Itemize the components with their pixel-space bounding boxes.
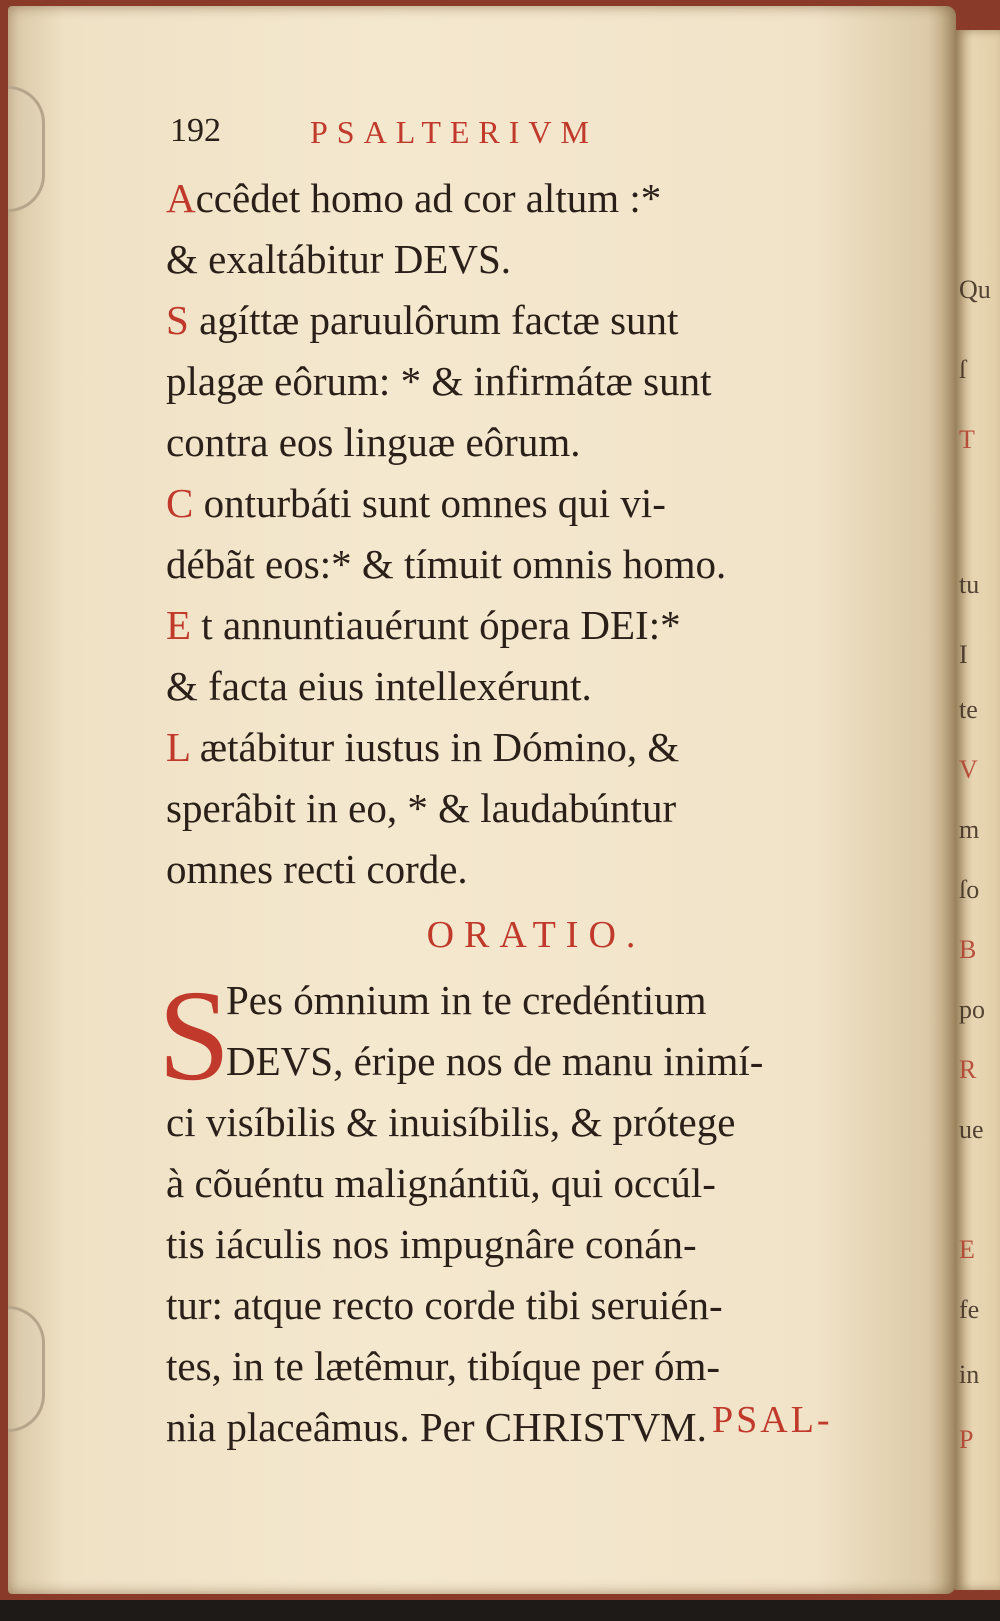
verse-line: plagæ eôrum: * & infirmátæ sunt [166, 358, 712, 404]
verse-text: t annuntiauérunt ópera DEI:* [201, 602, 681, 648]
verse-line: sperâbit in eo, * & laudabúntur [166, 785, 677, 831]
facing-fragment: V [959, 755, 978, 784]
facing-fragment: Qu [959, 275, 991, 304]
catchword: PSAL- [712, 1399, 833, 1441]
verse-line [166, 168, 866, 229]
oratio-line: tes, in te lætêmur, tibíque per óm- [166, 1343, 721, 1389]
facing-fragment: m [959, 815, 980, 844]
oratio-line: Pes ómnium in te credéntium [226, 977, 707, 1023]
page-clasp-bottom [8, 1306, 45, 1432]
oratio-line: à cõuéntu malignántiũ, qui occúl- [166, 1160, 716, 1206]
verse-text: ætábitur iustus in Dómino, & [199, 724, 680, 770]
bottom-edge [0, 1600, 1000, 1621]
verse-text: onturbáti sunt omnes qui vi- [203, 480, 666, 526]
verse-line [166, 290, 866, 351]
verse-line: & exaltábitur DEVS. [166, 236, 512, 282]
running-title: PSALTERIVM [310, 114, 598, 150]
verse-text: agíttæ paruulôrum factæ sunt [199, 297, 679, 343]
page-clasp-top [8, 86, 45, 212]
verse-line: contra eos linguæ eôrum. [166, 419, 581, 465]
verse-initial: S [166, 297, 189, 343]
drop-cap: S [158, 964, 231, 1108]
verse-line [166, 595, 866, 656]
facing-fragment: ſo [959, 875, 980, 904]
verse-initial: L [166, 724, 190, 770]
page-number: 192 [170, 112, 221, 149]
facing-fragment: T [959, 425, 975, 454]
facing-fragment: fe [959, 1295, 980, 1324]
page-header [170, 112, 850, 158]
verse-initial: E [166, 602, 192, 648]
facing-fragment: E [959, 1235, 975, 1264]
facing-fragment: P [959, 1425, 974, 1454]
verse-initial: A [166, 175, 196, 221]
facing-page-edge [955, 30, 1000, 1590]
verse-line: omnes recti corde. [166, 846, 468, 892]
facing-fragment: ſ [959, 355, 967, 384]
oratio-line: DEVS, éripe nos de manu inimí- [226, 1038, 764, 1084]
facing-fragment: tu [959, 570, 980, 599]
oratio-line: tur: atque recto corde tibi seruién- [166, 1282, 723, 1328]
facing-fragment: B [959, 935, 977, 964]
verse-line [166, 717, 866, 778]
oratio-block [158, 964, 866, 1458]
oratio-line: tis iáculis nos impugnâre conán- [166, 1221, 697, 1267]
verse-line: débãt eos:* & tímuit omnis homo. [166, 541, 727, 587]
verse-initial: C [166, 480, 194, 526]
facing-fragment: in [959, 1360, 980, 1389]
oratio-line: nia placeâmus. Per CHRISTVM. [166, 1404, 707, 1450]
facing-fragment: te [959, 695, 978, 724]
verse-text: ccêdet homo ad cor altum :* [195, 175, 662, 221]
facing-fragment: R [959, 1055, 977, 1084]
oratio-heading: ORATIO. [426, 914, 646, 956]
facing-fragment: I [959, 640, 968, 669]
verse-line: & facta eius intellexérunt. [166, 663, 592, 709]
facing-fragment: ue [959, 1115, 984, 1144]
oratio-line: ci visíbilis & inuisíbilis, & prótege [166, 1099, 736, 1145]
page-text [158, 168, 866, 1458]
facing-fragment: po [959, 995, 985, 1024]
verse-line [166, 473, 866, 534]
